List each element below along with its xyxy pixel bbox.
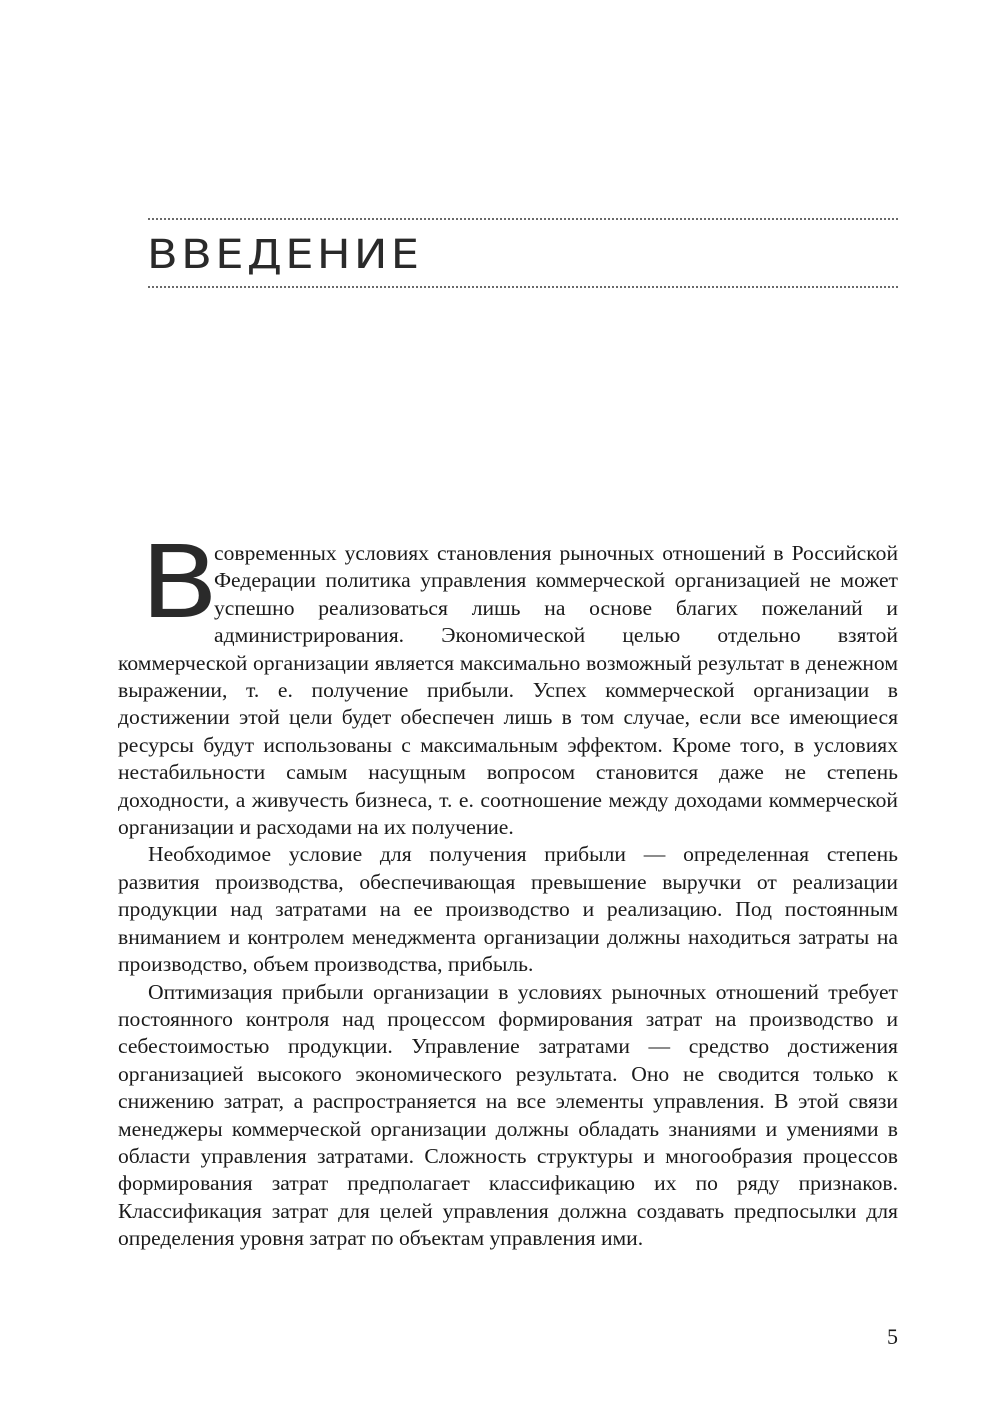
drop-cap-letter: В xyxy=(140,524,219,641)
chapter-title: ВВЕДЕНИЕ xyxy=(147,232,423,278)
paragraph-3: Оптимизация прибыли организации в условиях рыночных отношений требует постоянного контроля над процессом формирования затрат на производство и себестоимостью продукции. Управление затратами — средство достижения организацией высокого экономического результата. Оно не сводится только к снижению затрат, а распространяется на все элементы управления. В этой связи менеджеры коммерческой организации должны обладать знаниями и умениями в области управления затратами. Сложность структуры и многообразия процессов формирования затрат предполагает классификацию их по ряду признаков. Классификация затрат для целей управления должна создавать предпосылки для определения уровня затрат по объектам управления ими. xyxy=(118,979,898,1251)
paragraph-1-text: современных условиях становления рыночных отношений в Российской Федерации политика управления коммерческой организацией не может успешно реализоваться лишь на основе благих пожеланий и администрирования. Экономической целью отдельно взятой коммерческой организации является максимально возможный результат в денежном выражении, т. е. получение прибыли. Успех коммерческой организации в достижении этой цели будет обеспечен лишь в том случае, если все имеющиеся ресурсы будут использованы с максимальным эффектом. Кроме того, в условиях нестабильности самым насущным вопросом становится даже не степень доходности, а живучесть бизнеса, т. е. соотношение между доходами коммерческой организации и расходами на их получение. xyxy=(118,541,898,840)
page-number: 5 xyxy=(887,1324,898,1349)
chapter-bottom-divider xyxy=(148,286,898,288)
body-text xyxy=(118,524,898,1253)
chapter-top-divider xyxy=(148,218,898,220)
paragraph-1 xyxy=(118,524,898,841)
paragraph-2: Необходимое условие для получения прибыли — определенная степень развития производства, обеспечивающая превышение выручки от реализации продукции над затратами на ее производство и реализацию. Под постоянным вниманием и контролем менеджмента организации должны находиться затраты на производство, объем производства, прибыль. xyxy=(118,842,898,977)
